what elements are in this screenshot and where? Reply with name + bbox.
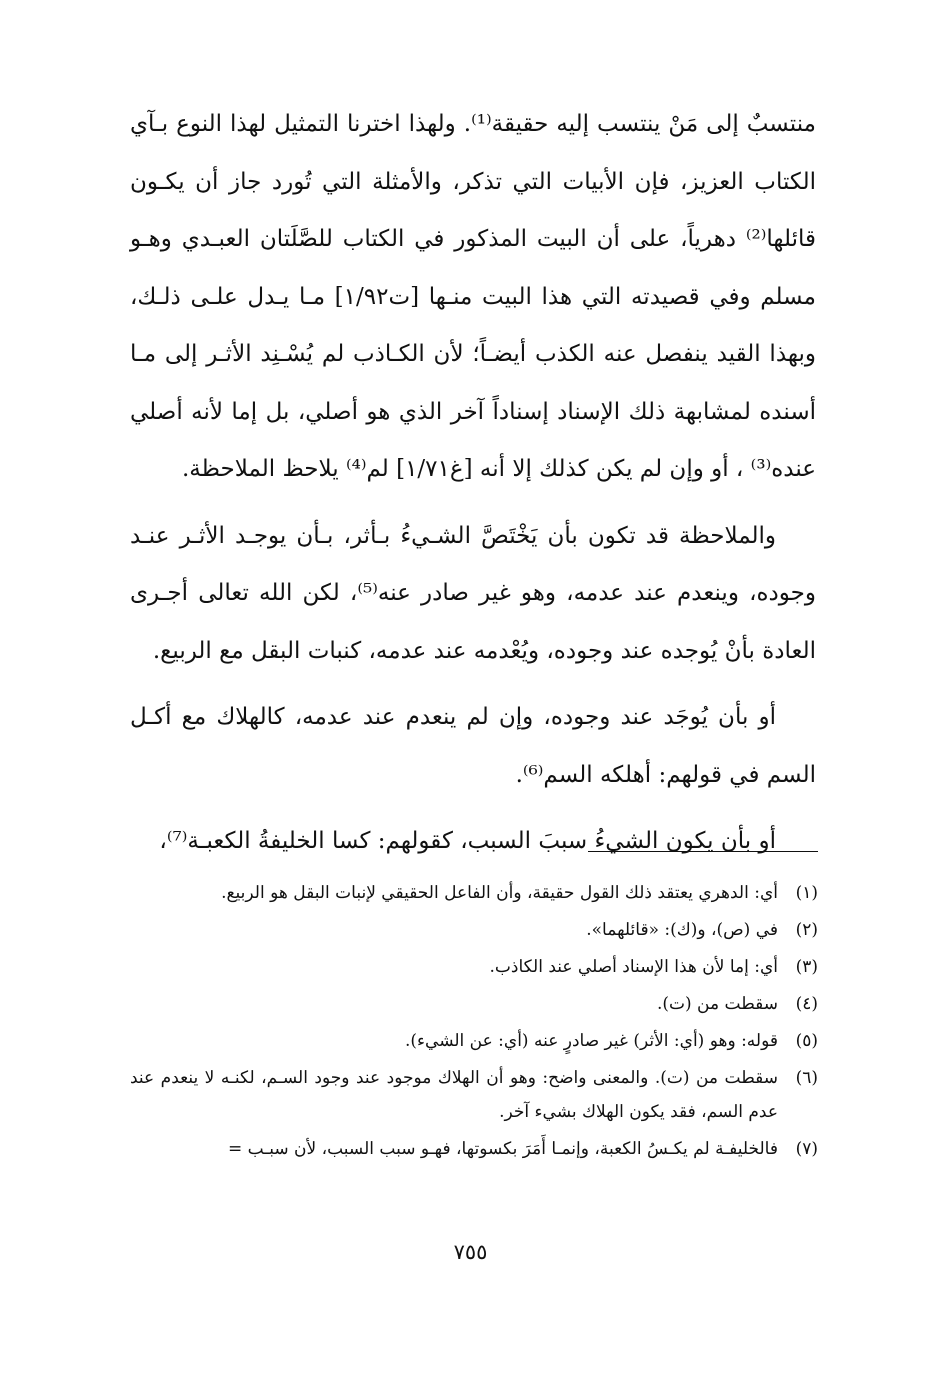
paragraph: أو بأن يكون الشيءُ سببَ السبب، كقولهم: كسا الخليفةُ الكعبـة⁽⁷⁾، <box>159 828 776 854</box>
paragraph: والملاحظة قد تكون بأن يَخْتَصَّ الشـيءُ بـأثر، بـأن يوجـد الأثـر عنـد وجوده، وينعدم عند عدمه، وهو غير صادر عنه⁽⁵⁾، لكن الله تعالى أجـرى العادة بأنْ يُوجده عند وجوده، ويُعْدمه عند عدمه، كنبات البقل مع الربيع. <box>130 522 816 664</box>
footnote-number: (٢) <box>795 920 818 940</box>
footnote-text: سقطت من (ت). والمعنى واضح: وهو أن الهلاك موجود عند وجود السـم، لكنـه لا ينعدم عند عدم السم، فقد يكون الهلاك بشيء آخر. <box>130 1068 778 1122</box>
footnote <box>130 1061 818 1129</box>
footnote <box>130 1132 818 1166</box>
footnote <box>130 950 818 984</box>
footnotes <box>130 876 818 1169</box>
main-text <box>130 96 816 871</box>
footnote-number: (٤) <box>795 994 818 1014</box>
footnote <box>130 987 818 1021</box>
footnote <box>130 913 818 947</box>
footnote-text: قوله: وهو (أي: الأثر) غير صادرٍ عنه (أي: عن الشيء). <box>405 1031 778 1051</box>
page-number: ٧٥٥ <box>453 1240 488 1264</box>
paragraph: منتسبٌ إلى مَنْ ينتسب إليه حقيقة⁽¹⁾. ولهذا اخترنا التمثيل لهذا النوع بـآي الكتاب العزيز، فإن الأبيات التي تذكر، والأمثلة التي تُورد جاز أن يكـون قائلها⁽²⁾ دهرياً، على أن البيت المذكور في الكتاب للصَّلَتان العبـدي وهـو مسلم وفي قصيدته التي هذا البيت منـها [ت١/٩٢] مـا يـدل علـى ذلـك، وبهذا القيد ينفصل عنه الكذب أيضـاً؛ لأن الكـاذب لم يُسْـنِد الأثـر إلى مـا أسنده لمشابهة ذلك الإسناد إسناداً آخر الذي هو أصلي، بل إما لأنه أصلي عنده⁽³⁾ ، أو وإن لم يكن كذلك إلا أنه [غ١/٧١] لم⁽⁴⁾ يلاحظ الملاحظة. <box>130 111 817 482</box>
footnote-number: (١) <box>795 883 818 903</box>
footnote-text: أي: إما لأن هذا الإسناد أصلي عند الكاذب. <box>489 957 778 977</box>
footnote-text: أي: الدهري يعتقد ذلك القول حقيقة، وأن الفاعل الحقيقي لإنبات البقل هو الربيع. <box>221 883 778 903</box>
footnote <box>130 1024 818 1058</box>
footnote <box>130 876 818 910</box>
footnote-number: (٦) <box>795 1068 818 1088</box>
footnote-text: فالخليفـة لم يكـسُ الكعبة، وإنمـا أَمَرَ بكسوتها، فهـو سبب السبب، لأن سبـب = <box>227 1139 778 1159</box>
footnote-number: (٧) <box>795 1139 818 1159</box>
footnote-number: (٥) <box>795 1031 818 1051</box>
footnote-separator <box>588 851 818 852</box>
footnote-text: في (ص)، و(ك): «قائلهما». <box>586 920 778 940</box>
footnote-text: سقطت من (ت). <box>656 994 778 1014</box>
paragraph: أو بأن يُوجَد عند وجوده، وإن لم ينعدم عند عدمه، كالهلاك مع أكـل السم في قولهم: أهلكه السم⁽⁶⁾. <box>130 704 816 788</box>
footnote-number: (٣) <box>795 957 818 977</box>
